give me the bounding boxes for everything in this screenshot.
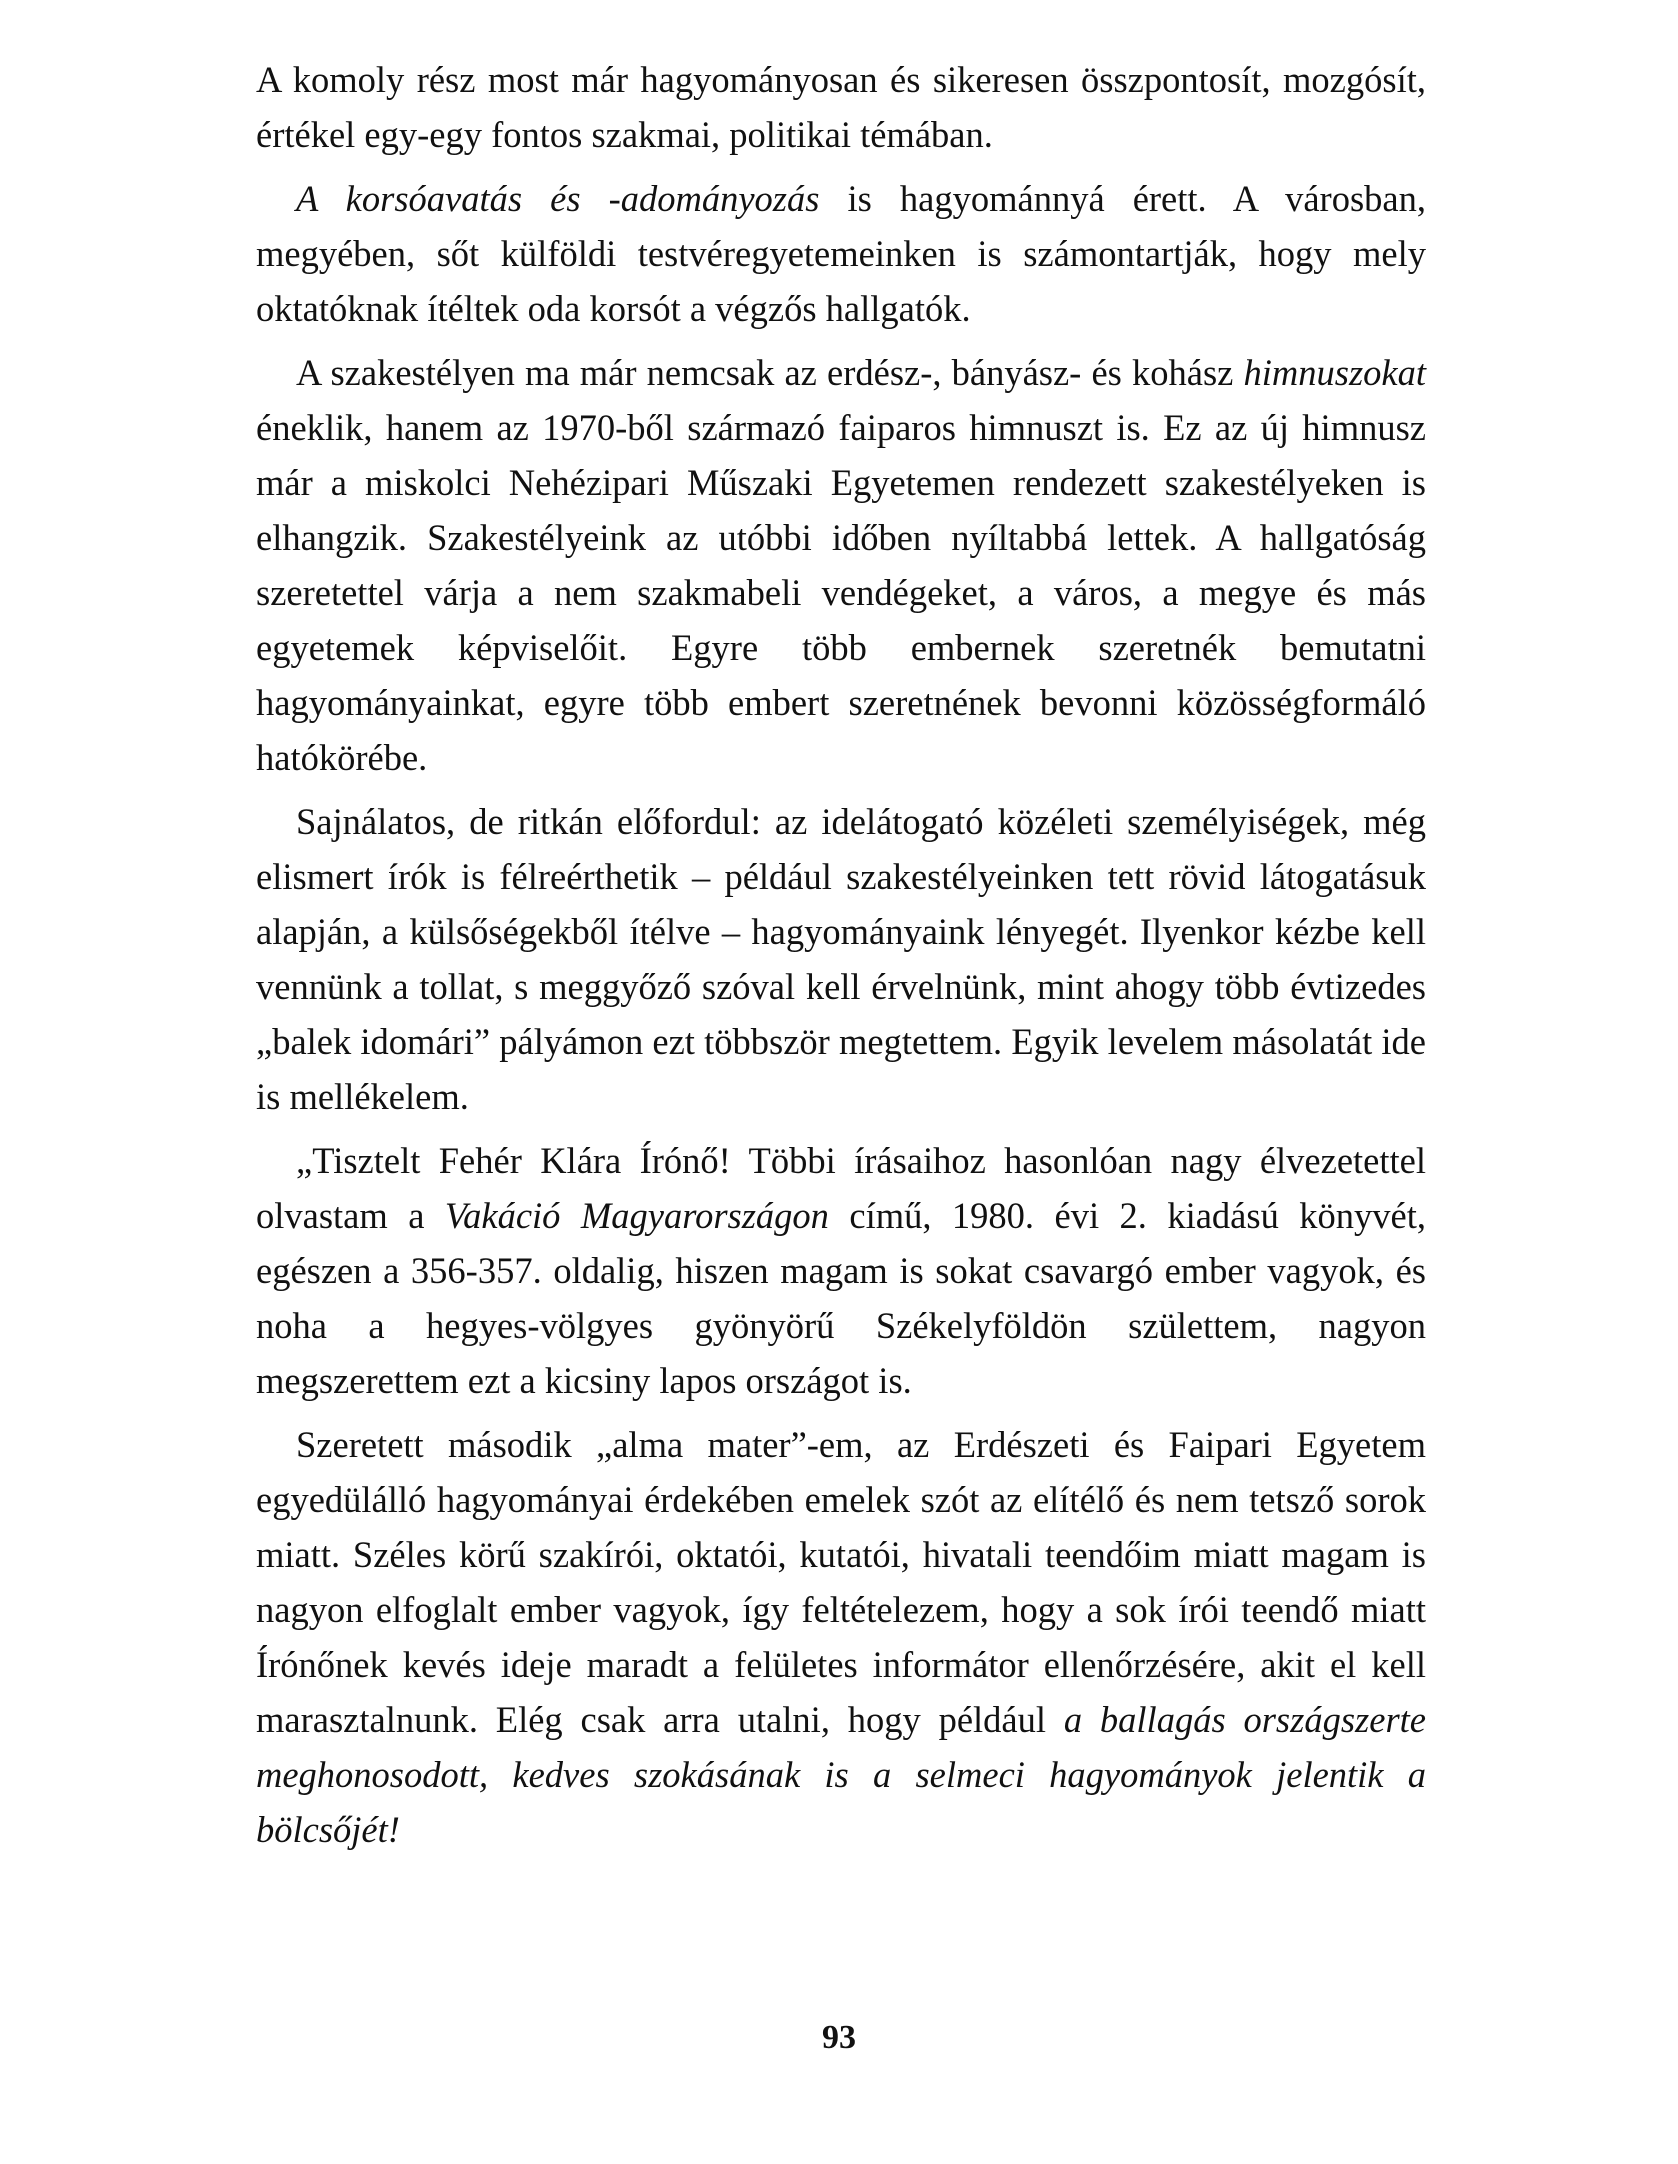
paragraph [256,1133,1426,1408]
paragraph [256,171,1426,336]
italic-run: Vakáció Magyarországon [444,1195,829,1236]
text-run: éneklik, hanem az 1970-ből származó faiparos himnuszt is. Ez az új himnusz már a miskolci Nehézipari Műszaki Egyetemen rendezett szakestélyeken is elhangzik. Szakestélyeink az utóbbi időben nyíltabbá lettek. A hallgatóság szeretettel várja a nem szakmabeli vendégeket, a város, a megye és más egyetemek képviselőit. Egyre több embernek szeretnék bemutatni hagyományainkat, egyre több embert szeretnének bevonni közösségformáló hatókörébe. [256,407,1426,778]
text-run: Sajnálatos, de ritkán előfordul: az idelátogató közéleti személyiségek, még elismert írók is félreérthetik – például szakestélyeinken tett rövid látogatásuk alapján, a külsőségekből ítélve – hagyományaink lényegét. Ilyenkor kézbe kell vennünk a tollat, s meggyőző szóval kell érvelnünk, mint ahogy több évtizedes „balek idomári” pályámon ezt többször megtettem. Egyik levelem másolatát ide is mellékelem. [256,801,1426,1117]
paragraph [256,1417,1426,1857]
paragraph [256,52,1426,162]
text-run: Szeretett második „alma mater”-em, az Erdészeti és Faipari Egyetem egyedülálló hagyományai érdekében emelek szót az elítélő és nem tetsző sorok miatt. Széles körű szakírói, oktatói, kutatói, hivatali teendőim miatt magam is nagyon elfoglalt ember vagyok, így feltételezem, hogy a sok írói teendő miatt Írónőnek kevés ideje maradt a felületes informátor ellenőrzésére, akit el kell marasztalnunk. Elég csak arra utalni, hogy például [256,1424,1426,1740]
italic-run: A korsóavatás és -adományozás [296,178,820,219]
italic-run: a ballagás országszerte meghonosodott, kedves szokásának is a selmeci hagyományok jelentik a bölcsőjét! [256,1699,1426,1850]
text-run: „Tisztelt Fehér Klára Írónő! Többi írásaihoz hasonlóan nagy élvezetettel olvastam a [256,1140,1426,1236]
italic-run: himnuszokat [1243,352,1426,393]
text-run: című, 1980. évi 2. kiadású könyvét, egészen a 356-357. oldalig, hiszen magam is sokat csavargó ember vagyok, és noha a hegyes-völgyes gyönyörű Székelyföldön születtem, nagyon megszerettem ezt a kicsiny lapos országot is. [256,1195,1426,1401]
text-run: A komoly rész most már hagyományosan és sikeresen összpontosít, mozgósít, értékel egy-egy fontos szakmai, politikai témában. [256,59,1426,155]
text-run: is hagyománnyá érett. A városban, megyében, sőt külföldi testvéregyetemeinken is számontartják, hogy mely oktatóknak ítéltek oda korsót a végzős hallgatók. [256,178,1426,329]
page-number: 93 [822,2019,856,2056]
body-text [256,52,1426,1857]
text-run: A szakestélyen ma már nemcsak az erdész-, bányász- és kohász [296,352,1244,393]
paragraph [256,345,1426,785]
paragraph [256,794,1426,1124]
